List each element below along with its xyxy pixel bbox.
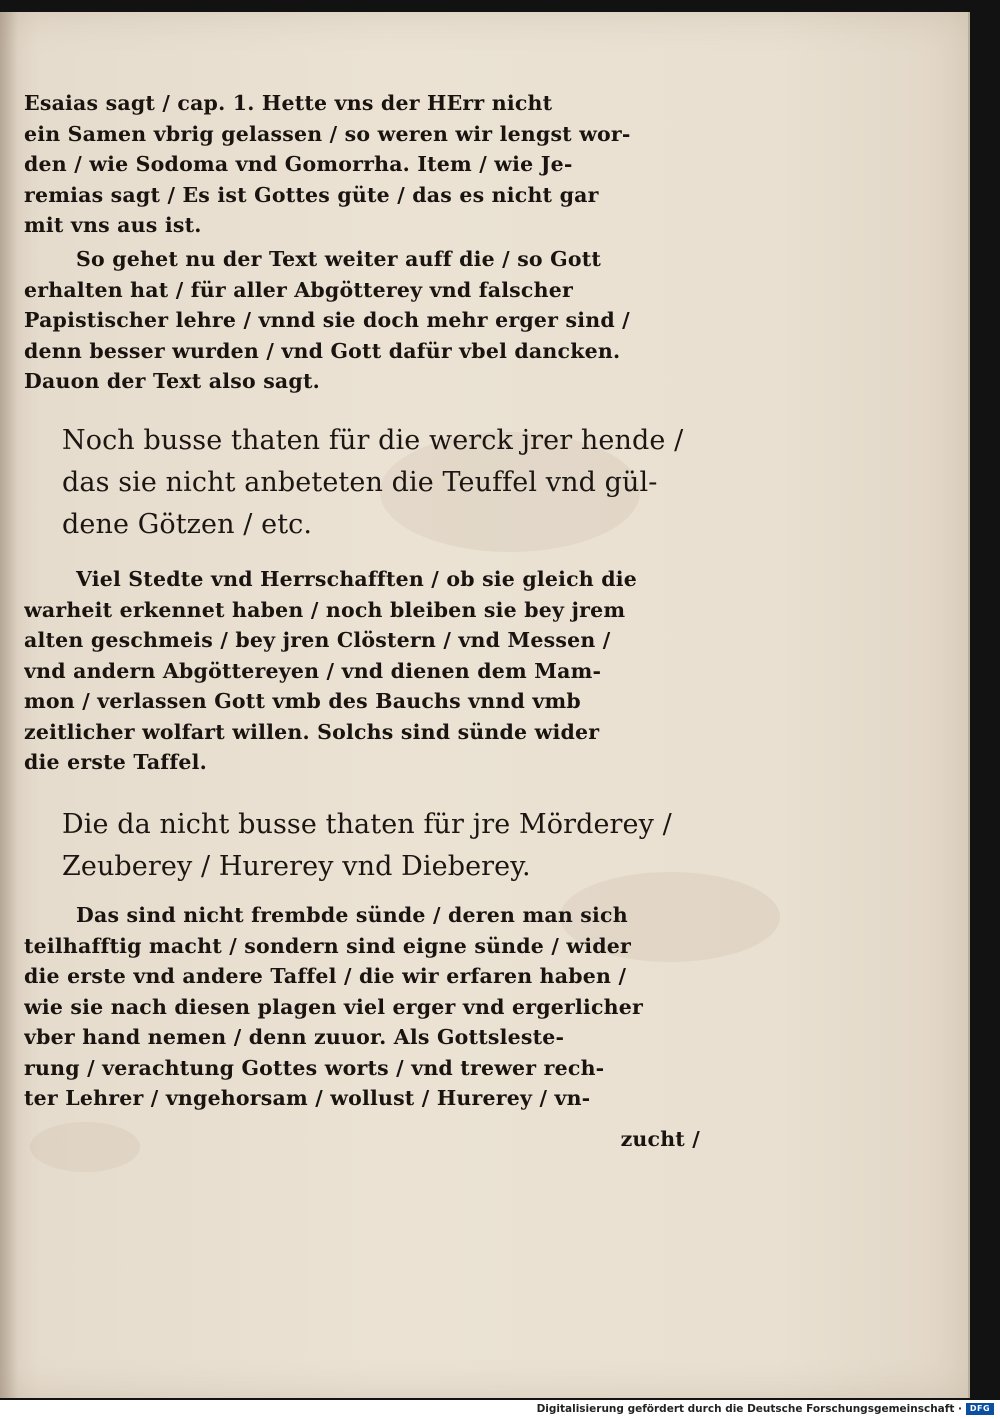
catchword: [24, 1124, 700, 1155]
text-line: wie sie nach diesen plagen viel erger vnd ergerlicher: [24, 994, 643, 1019]
catchword-text: zucht /: [620, 1127, 700, 1151]
text-line: Papistischer lehre / vnnd sie doch mehr erger sind /: [24, 308, 630, 332]
text-line: mon / verlassen Gott vmb des Bauchs vnnd vmb: [24, 689, 581, 713]
text-line: vber hand nemen / denn zuuor. Als Gottsleste-: [24, 1025, 565, 1049]
quote-line: Die da nicht busse thaten für jre Mörderey /: [62, 809, 672, 840]
dfg-logo-icon: DFG: [966, 1403, 994, 1415]
text-line: rung / verachtung Gottes worts / vnd trewer rech-: [24, 1055, 605, 1080]
text-line: alten geschmeis / bey jren Clöstern / vnd Messen /: [24, 628, 611, 652]
text-line: teilhafftig macht / sondern sind eigne sünde / wider: [24, 933, 632, 958]
text-line: Das sind nicht frembde sünde / deren man sich: [76, 903, 628, 927]
text-line: vnd andern Abgöttereyen / vnd dienen dem Mam-: [24, 658, 602, 683]
quote-line: Zeuberey / Hurerey vnd Dieberey.: [62, 851, 531, 882]
text-line: mit vns aus ist.: [24, 213, 202, 237]
text-line: warheit erkennet haben / noch bleiben sie bey jrem: [24, 597, 626, 622]
text-line: den / wie Sodoma vnd Gomorrha. Item / wie Je-: [24, 152, 573, 176]
funding-notice: Digitalisierung gefördert durch die Deutsche Forschungsgemeinschaft ·: [536, 1403, 962, 1415]
quote-line: dene Götzen / etc.: [62, 509, 313, 540]
quote-line: das sie nicht anbeteten die Teuffel vnd gül-: [62, 467, 658, 498]
text-line: die erste vnd andere Taffel / die wir erfaren haben /: [24, 964, 627, 988]
text-line: ein Samen vbrig gelassen / so weren wir lengst wor-: [24, 121, 631, 146]
text-line: erhalten hat / für aller Abgötterey vnd falscher: [24, 277, 573, 302]
text-line: ter Lehrer / vngehorsam / wollust / Hurerey / vn-: [24, 1086, 591, 1110]
page-gutter-shadow: [0, 12, 18, 1398]
scripture-quote-2: [62, 804, 702, 888]
paragraph-1: [24, 88, 700, 241]
text-line: Dauon der Text also sagt.: [24, 369, 320, 393]
paragraph-4: [24, 900, 700, 1114]
text-line: zeitlicher wolfart willen. Solchs sind sünde wider: [24, 719, 600, 744]
text-line: remias sagt / Es ist Gottes güte / das es nicht gar: [24, 182, 599, 207]
footer-bar: [0, 1400, 1000, 1419]
text-line: denn besser wurden / vnd Gott dafür vbel dancken.: [24, 338, 621, 363]
paragraph-3: [24, 564, 700, 778]
text-line: die erste Taffel.: [24, 750, 207, 774]
quote-line: Noch busse thaten für die werck jrer hende /: [62, 425, 684, 456]
scripture-quote-1: [62, 420, 702, 546]
text-line: So gehet nu der Text weiter auff die / so Gott: [76, 247, 602, 271]
text-line: Esaias sagt / cap. 1. Hette vns der HErr nicht: [24, 91, 553, 115]
text-line: Viel Stedte vnd Herrschafften / ob sie gleich die: [76, 567, 638, 591]
paragraph-2: [24, 244, 700, 397]
